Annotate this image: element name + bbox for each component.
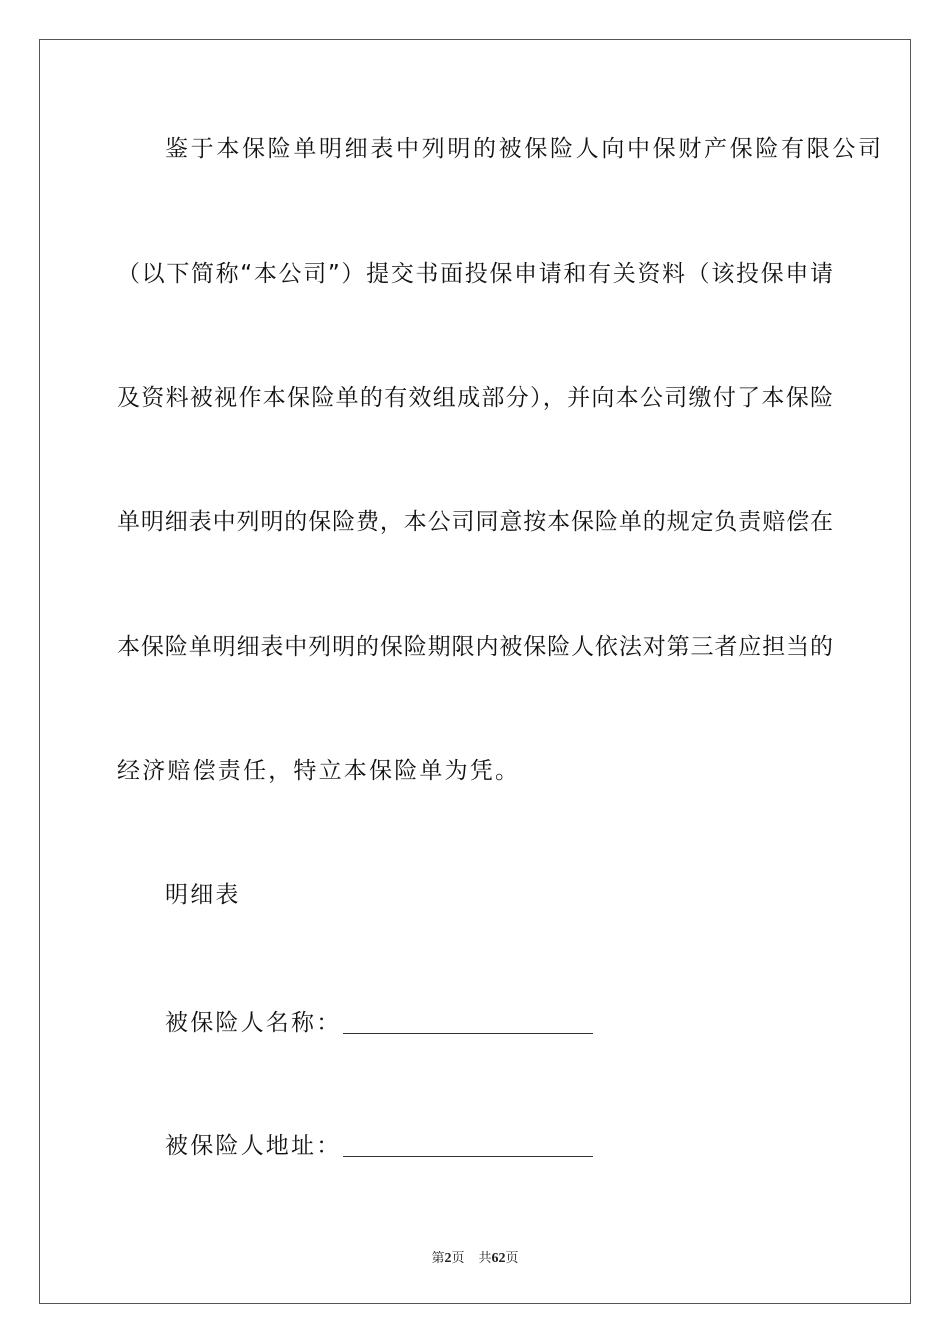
body-line-6: 经济赔偿责任，特立本保险单为凭。: [117, 758, 521, 784]
page-footer: [0, 1247, 950, 1267]
insured-name-field: [165, 1008, 593, 1038]
insured-address-field: [165, 1131, 593, 1161]
insured-address-blank[interactable]: [343, 1134, 593, 1157]
body-line-5: 本保险单明细表中列明的保险期限内被保险人依法对第三者应担当的: [117, 634, 833, 660]
body-line-2: （以下简称“本公司”）提交书面投保申请和有关资料（该投保申请: [117, 261, 833, 287]
body-line-3: 及资料被视作本保险单的有效组成部分），并向本公司缴付了本保险: [117, 385, 833, 411]
schedule-heading: 明细表: [165, 882, 241, 908]
insured-name-blank[interactable]: [343, 1011, 593, 1034]
footer-total-number: 62: [491, 1251, 506, 1266]
body-line-1: 鉴于本保险单明细表中列明的被保险人向中保财产保险有限公司: [165, 136, 881, 162]
insured-address-label: 被保险人地址：: [165, 1133, 342, 1159]
footer-page-unit: 页: [451, 1251, 465, 1266]
footer-page-prefix: 第: [431, 1251, 445, 1266]
footer-total-unit: 页: [505, 1251, 519, 1266]
insured-name-label: 被保险人名称：: [165, 1010, 342, 1036]
footer-total-prefix: 共: [478, 1251, 492, 1266]
body-line-4: 单明细表中列明的保险费，本公司同意按本保险单的规定负责赔偿在: [117, 509, 833, 535]
page-border: [39, 39, 911, 1304]
footer-page-number: 2: [444, 1251, 452, 1266]
